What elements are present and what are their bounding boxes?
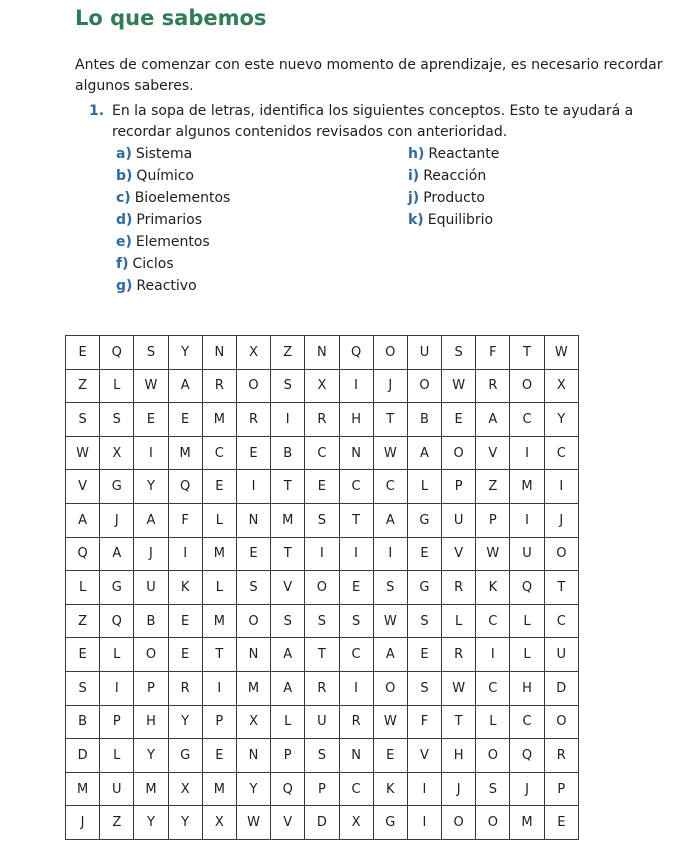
grid-cell[interactable]: G <box>168 739 202 773</box>
grid-cell[interactable]: Y <box>544 403 578 437</box>
grid-cell[interactable]: U <box>100 772 134 806</box>
grid-cell[interactable]: J <box>373 369 407 403</box>
grid-cell[interactable]: E <box>168 604 202 638</box>
concept-label: Reactivo <box>136 278 197 294</box>
grid-cell[interactable]: U <box>544 638 578 672</box>
grid-cell[interactable]: J <box>100 503 134 537</box>
grid-cell[interactable]: W <box>442 671 476 705</box>
grid-cell[interactable]: A <box>134 503 168 537</box>
grid-cell[interactable]: C <box>202 436 236 470</box>
grid-cell[interactable]: R <box>236 403 270 437</box>
grid-cell[interactable]: D <box>305 806 339 840</box>
grid-cell[interactable]: S <box>407 671 441 705</box>
grid-cell[interactable]: U <box>407 336 441 370</box>
grid-cell[interactable]: F <box>476 336 510 370</box>
grid-cell[interactable]: S <box>100 403 134 437</box>
grid-cell[interactable]: R <box>442 571 476 605</box>
grid-cell[interactable]: O <box>373 336 407 370</box>
grid-cell[interactable]: Q <box>510 571 544 605</box>
grid-row <box>66 336 579 370</box>
grid-cell[interactable]: O <box>236 369 270 403</box>
grid-cell[interactable]: S <box>236 571 270 605</box>
concept-label: Elementos <box>135 234 210 250</box>
grid-cell[interactable]: V <box>271 571 305 605</box>
grid-row <box>66 436 579 470</box>
concept-item <box>116 232 210 252</box>
grid-cell[interactable]: X <box>168 772 202 806</box>
grid-cell[interactable]: T <box>442 705 476 739</box>
grid-cell[interactable]: H <box>442 739 476 773</box>
grid-cell[interactable]: L <box>271 705 305 739</box>
concept-list <box>116 144 596 304</box>
grid-cell[interactable]: C <box>339 638 373 672</box>
grid-cell[interactable]: E <box>236 537 270 571</box>
concept-label: Equilibrio <box>427 212 494 228</box>
grid-cell[interactable]: K <box>168 571 202 605</box>
concept-item <box>116 166 194 186</box>
grid-cell[interactable]: M <box>202 537 236 571</box>
grid-cell[interactable]: L <box>476 705 510 739</box>
grid-cell[interactable]: Q <box>168 470 202 504</box>
grid-cell[interactable]: J <box>510 772 544 806</box>
grid-cell[interactable]: O <box>134 638 168 672</box>
grid-cell[interactable]: L <box>202 503 236 537</box>
grid-cell[interactable]: P <box>544 772 578 806</box>
grid-cell[interactable]: S <box>66 403 100 437</box>
grid-cell[interactable]: D <box>544 671 578 705</box>
grid-cell[interactable]: I <box>236 470 270 504</box>
grid-cell[interactable]: M <box>168 436 202 470</box>
grid-cell[interactable]: B <box>407 403 441 437</box>
grid-cell[interactable]: E <box>66 638 100 672</box>
grid-cell[interactable]: I <box>202 671 236 705</box>
grid-cell[interactable]: T <box>271 537 305 571</box>
grid-cell[interactable]: A <box>100 537 134 571</box>
grid-cell[interactable]: E <box>66 336 100 370</box>
grid-cell[interactable]: T <box>544 571 578 605</box>
grid-cell[interactable]: V <box>442 537 476 571</box>
grid-cell[interactable]: S <box>271 604 305 638</box>
grid-cell[interactable]: V <box>476 436 510 470</box>
grid-cell[interactable]: T <box>271 470 305 504</box>
concept-item <box>408 144 499 164</box>
grid-cell[interactable]: A <box>271 671 305 705</box>
concept-letter: f) <box>116 256 129 272</box>
concept-label: Químico <box>136 168 194 184</box>
grid-cell[interactable]: C <box>544 604 578 638</box>
grid-cell[interactable]: K <box>476 571 510 605</box>
concept-label: Producto <box>423 190 485 206</box>
grid-cell[interactable]: B <box>66 705 100 739</box>
grid-row <box>66 705 579 739</box>
concept-letter: k) <box>408 212 424 228</box>
grid-cell[interactable]: M <box>202 772 236 806</box>
concept-label: Reactante <box>428 146 500 162</box>
grid-cell[interactable]: Q <box>339 336 373 370</box>
grid-cell[interactable]: E <box>168 403 202 437</box>
grid-cell[interactable]: P <box>271 739 305 773</box>
grid-cell[interactable]: C <box>544 436 578 470</box>
grid-cell[interactable]: C <box>339 470 373 504</box>
concept-letter: c) <box>116 190 131 206</box>
grid-cell[interactable]: Q <box>100 336 134 370</box>
grid-cell[interactable]: X <box>236 705 270 739</box>
grid-cell[interactable]: A <box>373 638 407 672</box>
grid-cell[interactable]: E <box>407 638 441 672</box>
grid-cell[interactable]: E <box>134 403 168 437</box>
concept-letter: g) <box>116 278 133 294</box>
grid-cell[interactable]: W <box>442 369 476 403</box>
grid-cell[interactable]: I <box>271 403 305 437</box>
grid-cell[interactable]: D <box>66 739 100 773</box>
grid-cell[interactable]: L <box>407 470 441 504</box>
grid-cell[interactable]: X <box>236 336 270 370</box>
grid-cell[interactable]: I <box>134 436 168 470</box>
grid-cell[interactable]: U <box>442 503 476 537</box>
grid-cell[interactable]: U <box>510 537 544 571</box>
grid-cell[interactable]: O <box>510 369 544 403</box>
grid-cell[interactable]: B <box>271 436 305 470</box>
grid-cell[interactable]: Z <box>271 336 305 370</box>
grid-cell[interactable]: V <box>66 470 100 504</box>
grid-cell[interactable]: X <box>544 369 578 403</box>
instruction-item <box>89 101 679 143</box>
grid-cell[interactable]: G <box>407 503 441 537</box>
grid-cell[interactable]: A <box>373 503 407 537</box>
grid-cell[interactable]: Z <box>100 806 134 840</box>
grid-cell[interactable]: C <box>476 604 510 638</box>
grid-cell[interactable]: M <box>66 772 100 806</box>
grid-cell[interactable]: J <box>134 537 168 571</box>
grid-cell[interactable]: I <box>100 671 134 705</box>
grid-cell[interactable]: S <box>373 571 407 605</box>
grid-cell[interactable]: P <box>442 470 476 504</box>
grid-cell[interactable]: S <box>339 604 373 638</box>
grid-cell[interactable]: L <box>100 739 134 773</box>
grid-cell[interactable]: A <box>168 369 202 403</box>
concept-label: Sistema <box>135 146 193 162</box>
grid-cell[interactable]: W <box>134 369 168 403</box>
grid-cell[interactable]: G <box>407 571 441 605</box>
grid-cell[interactable]: T <box>339 503 373 537</box>
grid-cell[interactable]: L <box>510 604 544 638</box>
grid-cell[interactable]: Y <box>134 470 168 504</box>
grid-cell[interactable]: O <box>544 537 578 571</box>
concept-item <box>408 210 493 230</box>
grid-cell[interactable]: Z <box>66 369 100 403</box>
grid-cell[interactable]: A <box>407 436 441 470</box>
grid-cell[interactable]: N <box>236 503 270 537</box>
grid-cell[interactable]: I <box>168 537 202 571</box>
grid-cell[interactable]: B <box>134 604 168 638</box>
grid-cell[interactable]: H <box>339 403 373 437</box>
grid-cell[interactable]: P <box>202 705 236 739</box>
concept-item <box>116 144 192 164</box>
grid-cell[interactable]: X <box>100 436 134 470</box>
grid-row <box>66 503 579 537</box>
grid-cell[interactable]: M <box>271 503 305 537</box>
grid-cell[interactable]: I <box>510 503 544 537</box>
concept-letter: d) <box>116 212 133 228</box>
grid-cell[interactable]: O <box>407 369 441 403</box>
grid-cell[interactable]: C <box>476 671 510 705</box>
grid-cell[interactable]: P <box>305 772 339 806</box>
grid-cell[interactable]: C <box>339 772 373 806</box>
concept-item <box>408 166 486 186</box>
grid-cell[interactable]: E <box>544 806 578 840</box>
grid-cell[interactable]: O <box>476 806 510 840</box>
grid-cell[interactable]: I <box>407 772 441 806</box>
grid-cell[interactable]: O <box>305 571 339 605</box>
grid-cell[interactable]: M <box>202 403 236 437</box>
concept-label: Ciclos <box>132 256 174 272</box>
grid-cell[interactable]: G <box>100 470 134 504</box>
concept-label: Bioelementos <box>134 190 231 206</box>
grid-cell[interactable]: E <box>373 739 407 773</box>
grid-cell[interactable]: E <box>168 638 202 672</box>
grid-cell[interactable]: I <box>510 436 544 470</box>
concept-label: Primarios <box>136 212 202 228</box>
grid-cell[interactable]: J <box>66 806 100 840</box>
grid-cell[interactable]: I <box>339 369 373 403</box>
grid-cell[interactable]: L <box>100 638 134 672</box>
grid-row <box>66 739 579 773</box>
grid-cell[interactable]: Q <box>100 604 134 638</box>
grid-row <box>66 671 579 705</box>
grid-cell[interactable]: S <box>442 336 476 370</box>
grid-cell[interactable]: S <box>305 739 339 773</box>
grid-cell[interactable]: Z <box>476 470 510 504</box>
grid-cell[interactable]: E <box>202 739 236 773</box>
grid-cell[interactable]: P <box>134 671 168 705</box>
grid-cell[interactable]: R <box>202 369 236 403</box>
grid-cell[interactable]: J <box>544 503 578 537</box>
grid-cell[interactable]: E <box>339 571 373 605</box>
grid-cell[interactable]: I <box>339 537 373 571</box>
grid-cell[interactable]: Y <box>236 772 270 806</box>
concept-label: Reacción <box>423 168 487 184</box>
grid-cell[interactable]: U <box>305 705 339 739</box>
grid-cell[interactable]: I <box>544 470 578 504</box>
grid-cell[interactable]: L <box>510 638 544 672</box>
grid-cell[interactable]: N <box>339 739 373 773</box>
grid-cell[interactable]: Q <box>66 537 100 571</box>
grid-cell[interactable]: G <box>100 571 134 605</box>
grid-cell[interactable]: R <box>168 671 202 705</box>
grid-cell[interactable]: S <box>407 604 441 638</box>
grid-cell[interactable]: P <box>100 705 134 739</box>
grid-cell[interactable]: I <box>476 638 510 672</box>
grid-cell[interactable]: A <box>271 638 305 672</box>
grid-cell[interactable]: T <box>202 638 236 672</box>
grid-cell[interactable]: I <box>305 537 339 571</box>
grid-cell[interactable]: R <box>305 671 339 705</box>
grid-cell[interactable]: I <box>407 806 441 840</box>
grid-cell[interactable]: M <box>236 671 270 705</box>
grid-cell[interactable]: Y <box>134 806 168 840</box>
grid-cell[interactable]: R <box>339 705 373 739</box>
grid-cell[interactable]: H <box>510 671 544 705</box>
grid-cell[interactable]: Q <box>271 772 305 806</box>
grid-cell[interactable]: Y <box>168 705 202 739</box>
grid-cell[interactable]: C <box>305 436 339 470</box>
grid-cell[interactable]: J <box>442 772 476 806</box>
grid-cell[interactable]: K <box>373 772 407 806</box>
instruction-text: En la sopa de letras, identifica los siguientes conceptos. Esto te ayudará a recordar algunos contenidos revisados con anterioridad. <box>112 103 634 140</box>
grid-cell[interactable]: X <box>339 806 373 840</box>
grid-cell[interactable]: O <box>476 739 510 773</box>
grid-cell[interactable]: T <box>510 336 544 370</box>
concept-letter: i) <box>408 168 420 184</box>
grid-cell[interactable]: N <box>202 336 236 370</box>
grid-row <box>66 772 579 806</box>
grid-cell[interactable]: V <box>407 739 441 773</box>
grid-cell[interactable]: W <box>476 537 510 571</box>
grid-cell[interactable]: R <box>305 403 339 437</box>
grid-cell[interactable]: E <box>202 470 236 504</box>
grid-cell[interactable]: M <box>510 806 544 840</box>
grid-cell[interactable]: P <box>476 503 510 537</box>
concept-item <box>116 254 174 274</box>
grid-cell[interactable]: T <box>305 638 339 672</box>
grid-row <box>66 571 579 605</box>
grid-row <box>66 638 579 672</box>
grid-row <box>66 806 579 840</box>
grid-cell[interactable]: E <box>305 470 339 504</box>
grid-cell[interactable]: Y <box>134 739 168 773</box>
grid-cell[interactable]: F <box>407 705 441 739</box>
instruction-number: 1. <box>89 103 105 119</box>
grid-cell[interactable]: S <box>476 772 510 806</box>
grid-cell[interactable]: Y <box>168 336 202 370</box>
grid-cell[interactable]: A <box>66 503 100 537</box>
grid-row <box>66 369 579 403</box>
concept-letter: b) <box>116 168 133 184</box>
grid-cell[interactable]: X <box>305 369 339 403</box>
grid-cell[interactable]: I <box>339 671 373 705</box>
grid-row <box>66 403 579 437</box>
grid-cell[interactable]: L <box>442 604 476 638</box>
grid-cell[interactable]: M <box>134 772 168 806</box>
grid-cell[interactable]: N <box>305 336 339 370</box>
grid-cell[interactable]: N <box>339 436 373 470</box>
grid-cell[interactable]: E <box>407 537 441 571</box>
grid-cell[interactable]: U <box>134 571 168 605</box>
intro-paragraph: Antes de comenzar con este nuevo momento de aprendizaje, es necesario recordar algunos saberes. <box>75 57 663 94</box>
grid-cell[interactable]: W <box>373 705 407 739</box>
concept-letter: a) <box>116 146 132 162</box>
page-title: Lo que sabemos <box>75 6 267 30</box>
concept-item <box>408 188 485 208</box>
grid-cell[interactable]: W <box>236 806 270 840</box>
grid-cell[interactable]: S <box>271 369 305 403</box>
grid-cell[interactable]: Q <box>510 739 544 773</box>
grid-cell[interactable]: H <box>134 705 168 739</box>
grid-cell[interactable]: O <box>373 671 407 705</box>
grid-cell[interactable]: W <box>544 336 578 370</box>
grid-cell[interactable]: C <box>510 705 544 739</box>
concept-item <box>116 210 202 230</box>
grid-cell[interactable]: M <box>202 604 236 638</box>
grid-cell[interactable]: G <box>373 806 407 840</box>
grid-cell[interactable]: C <box>510 403 544 437</box>
grid-cell[interactable]: R <box>544 739 578 773</box>
grid-cell[interactable]: O <box>236 604 270 638</box>
grid-cell[interactable]: F <box>168 503 202 537</box>
word-search-grid <box>65 335 579 840</box>
grid-cell[interactable]: S <box>305 503 339 537</box>
grid-cell[interactable]: R <box>476 369 510 403</box>
grid-row <box>66 604 579 638</box>
concept-item <box>116 188 230 208</box>
grid-row <box>66 537 579 571</box>
grid-cell[interactable]: W <box>373 604 407 638</box>
grid-cell[interactable]: W <box>66 436 100 470</box>
grid-cell[interactable]: V <box>271 806 305 840</box>
grid-cell[interactable]: A <box>476 403 510 437</box>
grid-cell[interactable]: C <box>373 470 407 504</box>
grid-cell[interactable]: E <box>442 403 476 437</box>
grid-cell[interactable]: T <box>373 403 407 437</box>
grid-cell[interactable]: E <box>236 436 270 470</box>
grid-cell[interactable]: X <box>202 806 236 840</box>
grid-cell[interactable]: S <box>305 604 339 638</box>
concept-letter: j) <box>408 190 420 206</box>
grid-cell[interactable]: M <box>510 470 544 504</box>
grid-cell[interactable]: L <box>100 369 134 403</box>
grid-cell[interactable]: O <box>544 705 578 739</box>
grid-cell[interactable]: L <box>66 571 100 605</box>
grid-cell[interactable]: R <box>442 638 476 672</box>
concept-letter: e) <box>116 234 132 250</box>
grid-cell[interactable]: Z <box>66 604 100 638</box>
grid-cell[interactable]: W <box>373 436 407 470</box>
grid-cell[interactable]: O <box>442 806 476 840</box>
grid-cell[interactable]: S <box>66 671 100 705</box>
grid-cell[interactable]: N <box>236 739 270 773</box>
grid-cell[interactable]: N <box>236 638 270 672</box>
concept-item <box>116 276 197 296</box>
grid-cell[interactable]: Y <box>168 806 202 840</box>
grid-cell[interactable]: O <box>442 436 476 470</box>
grid-cell[interactable]: I <box>373 537 407 571</box>
grid-cell[interactable]: L <box>202 571 236 605</box>
grid-cell[interactable]: S <box>134 336 168 370</box>
concept-letter: h) <box>408 146 425 162</box>
grid-row <box>66 470 579 504</box>
